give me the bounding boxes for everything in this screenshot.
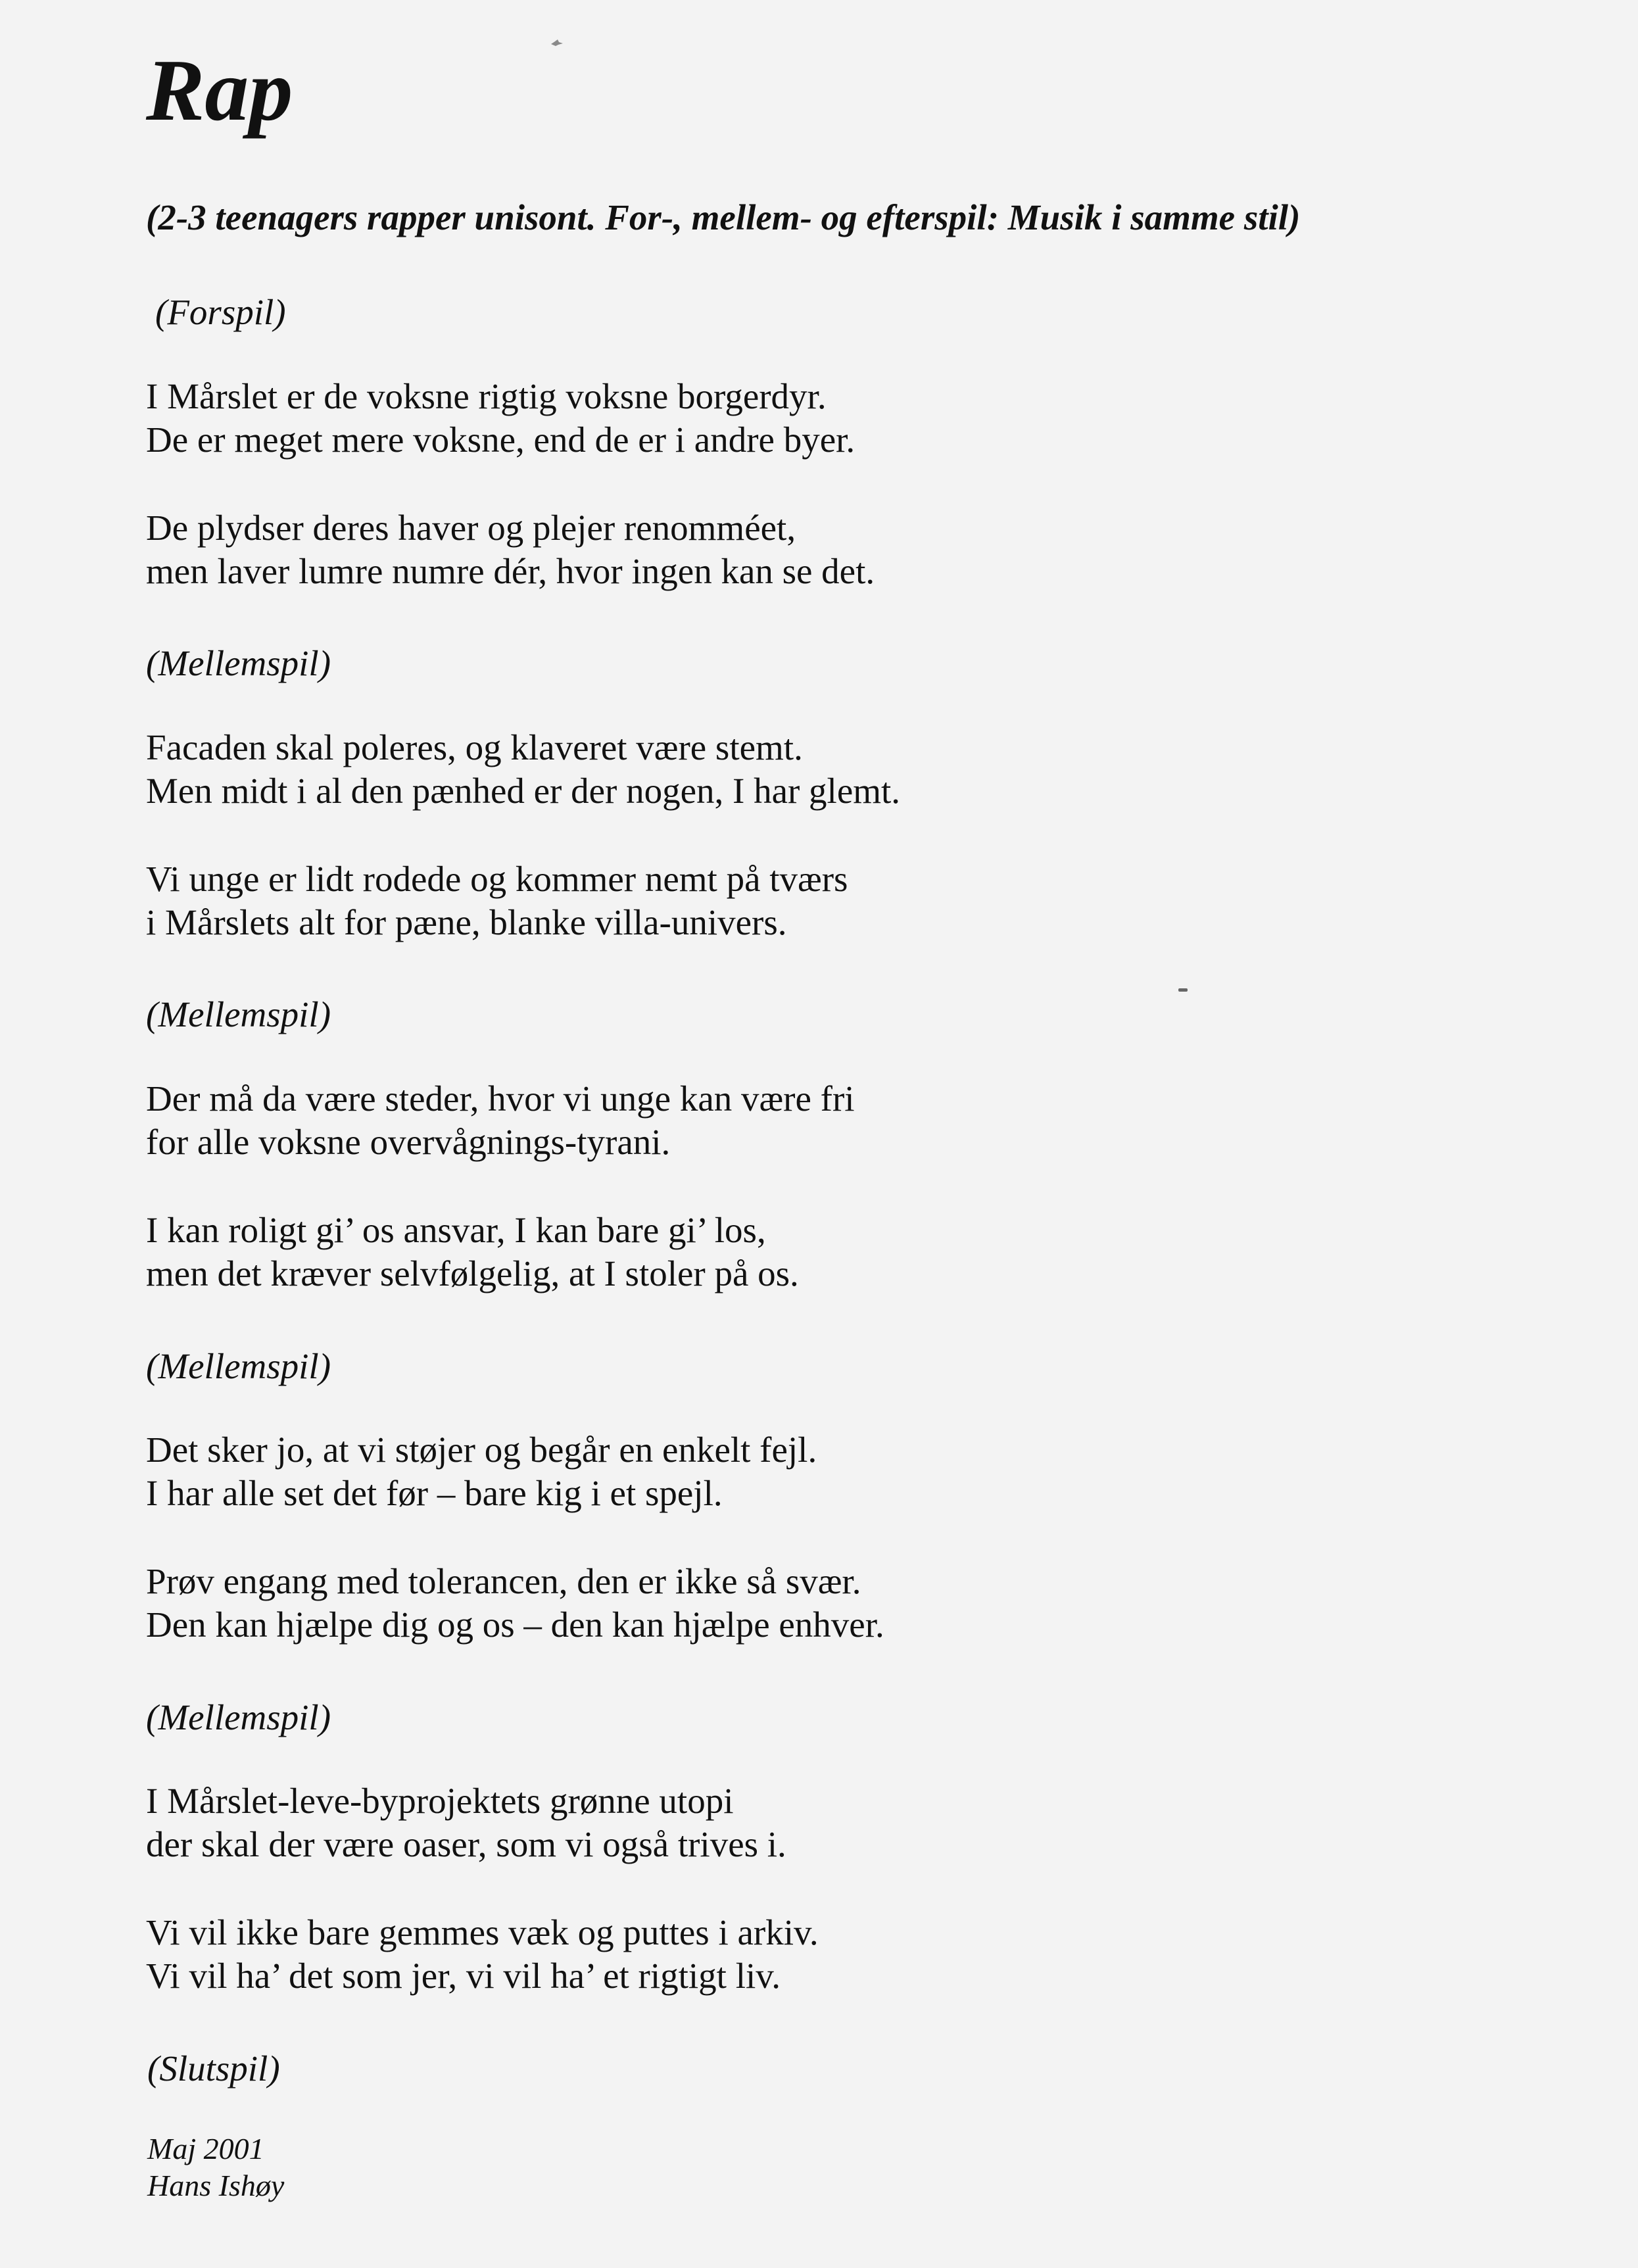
- stanza-7: [146, 1428, 817, 1515]
- verse-line: De plydser deres haver og plejer renomméet,: [146, 508, 796, 548]
- verse-line: I Mårslet-leve-byprojektets grønne utopi: [146, 1781, 734, 1821]
- page-title: Rap: [146, 41, 293, 139]
- verse-line: men det kræver selvfølgelig, at I stoler på os.: [146, 1253, 799, 1293]
- ink-speck: [550, 38, 564, 47]
- stanza-4: [146, 857, 848, 944]
- verse-line: Det sker jo, at vi støjer og begår en enkelt fejl.: [146, 1430, 817, 1470]
- stage-direction-slutspil: (Slutspil): [147, 2048, 280, 2088]
- verse-line: Vi vil ha’ det som jer, vi vil ha’ et rigtigt liv.: [146, 1956, 781, 1996]
- stage-direction-mellemspil: (Mellemspil): [146, 1697, 331, 1737]
- stanza-1: [146, 375, 855, 462]
- signature-date: Maj 2001: [147, 2132, 264, 2165]
- verse-line: for alle voksne overvågnings-tyrani.: [146, 1122, 671, 1162]
- stanza-6: [146, 1209, 799, 1295]
- stage-direction-mellemspil: (Mellemspil): [146, 994, 331, 1034]
- verse-line: I har alle set det før – bare kig i et spejl.: [146, 1473, 723, 1513]
- verse-line: men laver lumre numre dér, hvor ingen kan se det.: [146, 551, 875, 591]
- verse-line: Vi vil ikke bare gemmes væk og puttes i arkiv.: [146, 1912, 819, 1952]
- stanza-8: [146, 1560, 884, 1647]
- verse-line: Der må da være steder, hvor vi unge kan være fri: [146, 1078, 855, 1119]
- stanza-10: [146, 1911, 819, 1998]
- stanza-9: [146, 1779, 786, 1866]
- stanza-3: [146, 726, 900, 813]
- stanza-5: [146, 1077, 855, 1164]
- signature-block: [147, 2131, 284, 2204]
- verse-line: I Mårslet er de voksne rigtig voksne borgerdyr.: [146, 376, 827, 416]
- stanza-2: [146, 506, 875, 593]
- verse-line: Facaden skal poleres, og klaveret være stemt.: [146, 727, 803, 767]
- verse-line: i Mårslets alt for pæne, blanke villa-univers.: [146, 902, 787, 942]
- stage-direction-mellemspil: (Mellemspil): [146, 1346, 331, 1386]
- stage-direction-mellemspil: (Mellemspil): [146, 643, 331, 683]
- verse-line: Vi unge er lidt rodede og kommer nemt på tværs: [146, 859, 848, 899]
- verse-line: Men midt i al den pænhed er der nogen, I har glemt.: [146, 771, 901, 811]
- verse-line: De er meget mere voksne, end de er i andre byer.: [146, 420, 855, 460]
- verse-line: Den kan hjælpe dig og os – den kan hjælpe enhver.: [146, 1604, 884, 1645]
- verse-line: der skal der være oaser, som vi også trives i.: [146, 1824, 786, 1864]
- verse-line: I kan roligt gi’ os ansvar, I kan bare gi’ los,: [146, 1210, 766, 1250]
- performance-note: (2-3 teenagers rapper unisont. For-, mellem- og efterspil: Musik i samme stil): [146, 197, 1301, 237]
- stage-direction-forspil: (Forspil): [155, 292, 286, 332]
- verse-line: Prøv engang med tolerancen, den er ikke så svær.: [146, 1561, 861, 1601]
- ink-mark: [1178, 988, 1188, 992]
- signature-author: Hans Ishøy: [147, 2169, 285, 2202]
